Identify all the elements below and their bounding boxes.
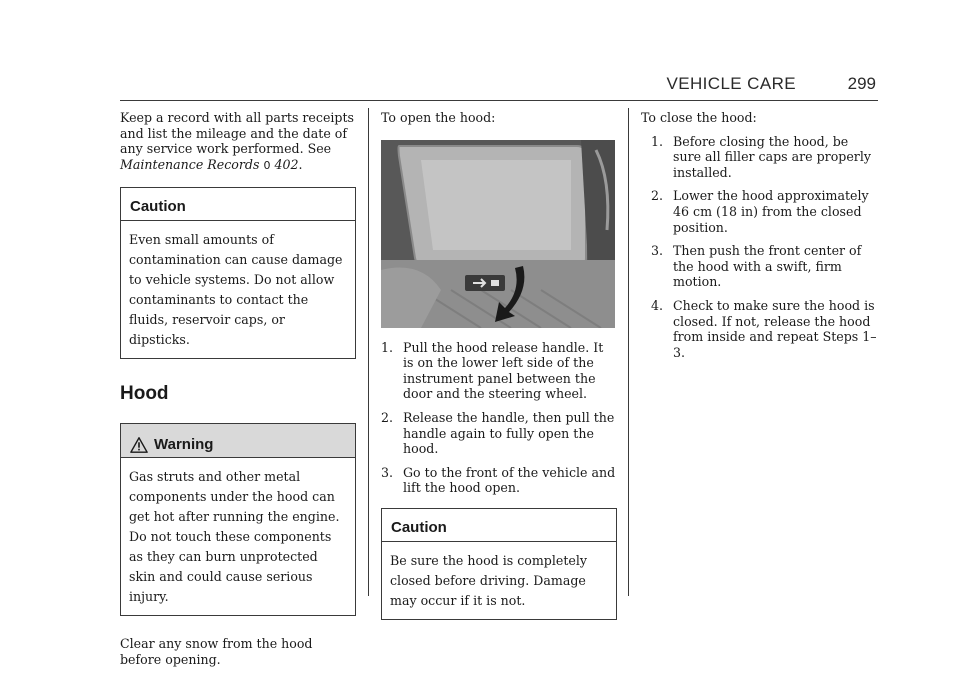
column-divider (368, 108, 369, 596)
section-heading-hood: Hood (120, 383, 169, 405)
warning-triangle-icon (130, 436, 148, 454)
list-item: 1. Before closing the hood, be sure all filler caps are properly installed. (651, 133, 871, 180)
column-middle (381, 110, 617, 620)
hood-release-photo (381, 140, 615, 328)
page-ref-icon: 0 (263, 158, 271, 172)
close-hood-steps (641, 134, 877, 361)
caution-title: Caution (130, 198, 186, 216)
cross-reference-link[interactable]: Maintenance Records (120, 156, 260, 172)
caution-text: Be sure the hood is completely closed before driving. Damage may occur if it is not. (390, 552, 587, 608)
list-item: 3. Then push the front center of the hood with a swift, firm motion. (651, 243, 862, 290)
column-left (120, 110, 356, 668)
section-title: VEHICLE CARE (666, 74, 796, 93)
snow-paragraph: Clear any snow from the hood before opening. (120, 636, 313, 667)
list-item: 2. Lower the hood approximately 46 cm (18 in) from the closed position. (651, 188, 869, 235)
page-number: 299 (847, 74, 876, 93)
warning-header (121, 424, 355, 458)
open-hood-intro: To open the hood: (381, 110, 496, 125)
list-item: 4. Check to make sure the hood is closed. If not, release the hood from inside and repeat Steps 1–3. (651, 297, 877, 360)
page-header (120, 68, 878, 101)
caution-box (120, 187, 356, 359)
list-item: 3. Go to the front of the vehicle and lift the hood open. (381, 464, 616, 496)
records-paragraph: Keep a record with all parts receipts and list the mileage and the date of any service work performed. See Maintenance Records 0 402. (120, 110, 355, 172)
column-right (641, 110, 877, 368)
caution-text: Even small amounts of contamination can cause damage to vehicle systems. Do not allow contaminants to contact the fluids, reservoir caps, or dipsticks. (129, 232, 343, 348)
cross-reference-page[interactable]: 402 (274, 156, 299, 172)
list-item: 1. Pull the hood release handle. It is on the lower left side of the instrument panel between the door and the steering wheel. (381, 339, 604, 402)
open-hood-steps (381, 340, 617, 496)
warning-box (120, 423, 356, 616)
column-divider (628, 108, 629, 596)
caution-title: Caution (391, 518, 447, 536)
warning-text: Gas struts and other metal components under the hood can get hot after running the engine. Do not touch these components as they can burn unprotected skin and could cause serious injury. (129, 469, 340, 605)
warning-title: Warning (154, 436, 214, 454)
close-hood-intro: To close the hood: (641, 110, 757, 125)
list-item: 2. Release the handle, then pull the handle again to fully open the hood. (381, 409, 615, 457)
caution-box (381, 508, 617, 620)
